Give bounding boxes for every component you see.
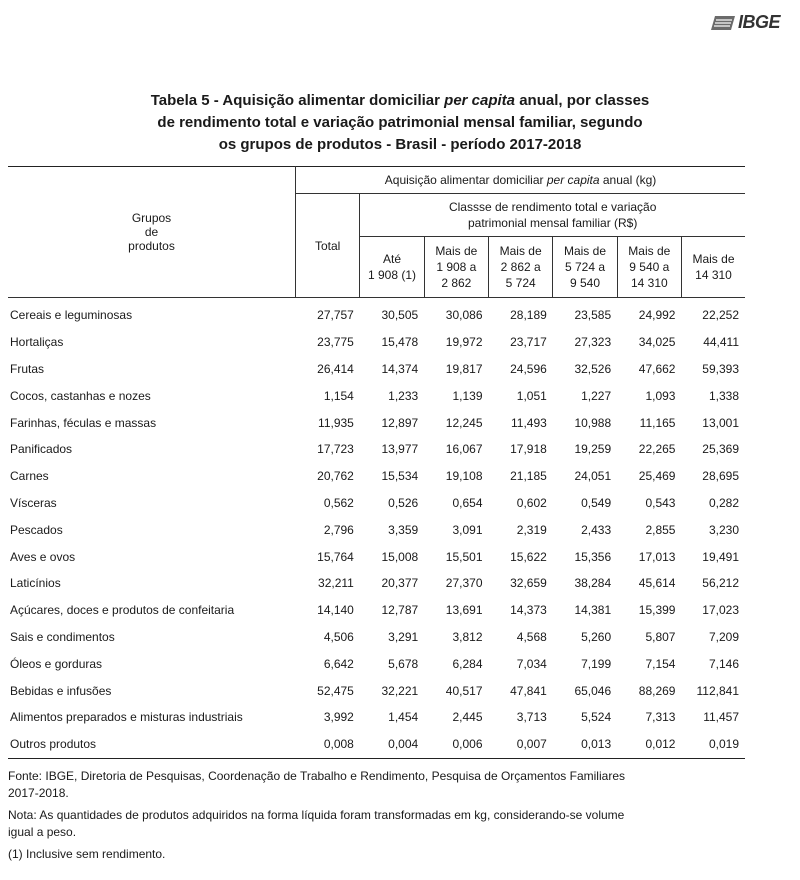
row-value: 3,091 — [452, 522, 483, 537]
row-value: 14,374 — [381, 361, 419, 376]
row-label: Aves e ovos — [10, 549, 76, 564]
row-value: 7,313 — [645, 710, 676, 725]
footnote-1: (1) Inclusive sem rendimento. — [8, 847, 166, 861]
table-row — [8, 436, 745, 463]
row-value: 0,602 — [516, 495, 547, 510]
row-label: Cocos, castanhas e nozes — [10, 388, 151, 403]
row-value: 2,855 — [645, 522, 676, 537]
row-value: 32,526 — [574, 361, 612, 376]
row-value: 19,491 — [702, 549, 739, 564]
table-row — [8, 677, 745, 704]
header-classe-de-rendimento: Classse de rendimento total e variação patrimonial mensal familiar (R$) — [360, 194, 745, 237]
table-title — [40, 90, 760, 156]
row-value: 13,977 — [381, 442, 419, 457]
row-value: 30,505 — [381, 308, 419, 323]
row-value: 19,817 — [445, 361, 483, 376]
row-value: 26,414 — [317, 361, 354, 376]
row-value: 27,323 — [574, 335, 612, 350]
row-value: 52,475 — [317, 683, 354, 698]
header-aquisicao-per-capita: Aquisição alimentar domiciliar per capita anual (kg) — [296, 167, 745, 194]
row-value: 112,841 — [696, 683, 739, 698]
table-row — [8, 543, 745, 570]
row-value: 22,265 — [638, 442, 676, 457]
table-row — [8, 731, 745, 758]
table-row — [8, 516, 745, 543]
row-value: 59,393 — [702, 361, 739, 376]
row-value: 30,086 — [445, 308, 483, 323]
row-value: 0,013 — [553, 731, 617, 758]
row-value: 44,411 — [703, 335, 739, 350]
ibge-logo-text: IBGE — [737, 12, 780, 32]
row-value: 0,008 — [296, 731, 360, 758]
row-value: 5,524 — [581, 710, 612, 725]
header-col-ate-1908: Até 1 908 (1) — [360, 237, 424, 298]
row-value: 13,001 — [702, 415, 739, 430]
row-label: Sais e condimentos — [10, 629, 115, 644]
row-value: 15,478 — [381, 335, 419, 350]
row-value: 34,025 — [638, 335, 676, 350]
header-col-2862-5724: Mais de 2 862 a 5 724 — [489, 237, 553, 298]
row-value: 3,992 — [323, 710, 354, 725]
table-row — [8, 490, 745, 517]
row-value: 0,282 — [708, 495, 739, 510]
row-value: 0,654 — [452, 495, 483, 510]
table-row — [8, 382, 745, 409]
row-value: 28,695 — [702, 469, 739, 484]
header-col-5724-9540: Mais de 5 724 a 9 540 — [553, 237, 617, 298]
row-label: Cereais e leguminosas — [10, 308, 133, 323]
row-value: 6,284 — [452, 656, 483, 671]
row-label: Hortaliças — [10, 335, 64, 350]
row-value: 17,723 — [317, 442, 354, 457]
header-total: Total — [296, 194, 360, 298]
row-value: 0,549 — [581, 495, 612, 510]
row-value: 20,762 — [317, 469, 354, 484]
table-row — [8, 463, 745, 490]
row-label: Carnes — [10, 469, 49, 484]
row-value: 40,517 — [445, 683, 483, 698]
row-value: 23,775 — [317, 335, 354, 350]
row-label: Laticínios — [10, 576, 61, 591]
row-value: 0,007 — [489, 731, 553, 758]
row-value: 25,369 — [702, 442, 739, 457]
row-value: 15,534 — [381, 469, 419, 484]
row-value: 12,897 — [381, 415, 419, 430]
row-label: Bebidas e infusões — [10, 683, 112, 698]
row-value: 3,230 — [708, 522, 739, 537]
row-value: 14,373 — [510, 603, 547, 618]
table-row — [8, 704, 745, 731]
row-value: 2,319 — [516, 522, 547, 537]
data-table — [8, 166, 745, 759]
row-value: 13,691 — [445, 603, 483, 618]
row-value: 1,233 — [388, 388, 419, 403]
row-value: 3,812 — [452, 629, 483, 644]
row-label: Pescados — [10, 522, 63, 537]
row-value: 14,381 — [574, 603, 612, 618]
row-value: 12,787 — [381, 603, 419, 618]
table-row — [8, 624, 745, 651]
title-line-1: Tabela 5 - Aquisição alimentar domiciliar per capita anual, por classes — [150, 92, 650, 109]
row-label: Farinhas, féculas e massas — [10, 415, 157, 430]
row-value: 10,988 — [574, 415, 612, 430]
row-label: Outros produtos — [8, 731, 296, 758]
row-value: 4,568 — [516, 629, 547, 644]
row-value: 4,506 — [323, 629, 354, 644]
row-value: 11,165 — [639, 415, 676, 430]
row-value: 27,757 — [317, 308, 354, 323]
row-value: 32,659 — [510, 576, 547, 591]
row-value: 19,108 — [445, 469, 483, 484]
row-value: 3,359 — [388, 522, 419, 537]
row-value: 19,972 — [445, 335, 483, 350]
row-value: 24,992 — [638, 308, 676, 323]
row-value: 1,051 — [516, 388, 547, 403]
row-value: 1,454 — [388, 710, 419, 725]
row-value: 2,796 — [323, 522, 354, 537]
row-value: 7,209 — [708, 629, 739, 644]
row-label: Açúcares, doces e produtos de confeitaria — [10, 603, 235, 618]
row-value: 38,284 — [574, 576, 612, 591]
footnotes — [8, 768, 748, 868]
row-label: Óleos e gorduras — [10, 656, 103, 671]
row-value: 0,006 — [424, 731, 488, 758]
row-value: 15,764 — [317, 549, 354, 564]
row-value: 27,370 — [445, 576, 483, 591]
table-row — [8, 356, 745, 383]
row-value: 32,221 — [381, 683, 419, 698]
row-label: Panificados — [10, 442, 73, 457]
row-value: 7,154 — [645, 656, 676, 671]
header-grupos-de-produtos: Grupos de produtos — [8, 167, 296, 298]
row-value: 0,012 — [617, 731, 681, 758]
row-value: 11,493 — [511, 415, 547, 430]
row-value: 0,019 — [681, 731, 745, 758]
row-value: 5,678 — [388, 656, 419, 671]
row-value: 23,717 — [510, 335, 547, 350]
row-value: 0,004 — [360, 731, 424, 758]
row-value: 17,013 — [638, 549, 676, 564]
row-value: 19,259 — [574, 442, 612, 457]
row-value: 17,023 — [702, 603, 739, 618]
row-value: 1,093 — [645, 388, 676, 403]
table-row — [8, 329, 745, 356]
row-value: 7,199 — [581, 656, 612, 671]
table-row — [8, 597, 745, 624]
row-value: 20,377 — [381, 576, 419, 591]
footnote-fonte: Fonte: IBGE, Diretoria de Pesquisas, Coordenação de Trabalho e Rendimento, Pesquisa de Orçamentos Familiares 2017-2018. — [8, 769, 625, 800]
row-value: 3,291 — [388, 629, 419, 644]
row-value: 1,154 — [323, 388, 354, 403]
row-value: 47,662 — [638, 361, 676, 376]
row-value: 24,051 — [574, 469, 612, 484]
row-label: Vísceras — [10, 495, 57, 510]
header-col-mais-14310: Mais de 14 310 — [681, 237, 745, 298]
row-label: Frutas — [10, 361, 45, 376]
row-value: 12,245 — [445, 415, 483, 430]
row-value: 2,445 — [452, 710, 483, 725]
ibge-logo — [711, 12, 780, 33]
row-value: 15,501 — [445, 549, 483, 564]
row-value: 47,841 — [510, 683, 547, 698]
row-value: 22,252 — [702, 308, 739, 323]
row-value: 7,146 — [708, 656, 739, 671]
row-value: 11,457 — [703, 710, 739, 725]
title-line-3: os grupos de produtos - Brasil - período 2017-2018 — [218, 136, 582, 153]
row-value: 32,211 — [318, 576, 354, 591]
table-row — [8, 650, 745, 677]
row-value: 5,260 — [581, 629, 612, 644]
table-body — [8, 298, 745, 759]
row-value: 6,642 — [323, 656, 354, 671]
header-col-9540-14310: Mais de 9 540 a 14 310 — [617, 237, 681, 298]
row-value: 21,185 — [510, 469, 547, 484]
footnote-nota: Nota: As quantidades de produtos adquiridos na forma líquida foram transformadas em kg, considerando-se volume igual a peso. — [8, 808, 625, 839]
header-col-1908-2862: Mais de 1 908 a 2 862 — [424, 237, 488, 298]
table-row — [8, 570, 745, 597]
row-value: 1,227 — [581, 388, 612, 403]
row-value: 56,212 — [702, 576, 739, 591]
row-value: 3,713 — [516, 710, 547, 725]
row-value: 0,562 — [323, 495, 354, 510]
row-value: 0,543 — [645, 495, 676, 510]
ibge-logo-mark-icon — [711, 16, 735, 30]
row-value: 23,585 — [574, 308, 612, 323]
row-value: 15,399 — [638, 603, 676, 618]
row-value: 11,935 — [318, 415, 354, 430]
row-value: 15,008 — [381, 549, 419, 564]
table-row — [8, 409, 745, 436]
row-value: 0,526 — [388, 495, 419, 510]
row-value: 28,189 — [510, 308, 547, 323]
row-value: 65,046 — [574, 683, 612, 698]
row-value: 14,140 — [317, 603, 354, 618]
title-line-2: de rendimento total e variação patrimonial mensal familiar, segundo — [157, 114, 643, 131]
row-value: 15,356 — [574, 549, 612, 564]
row-value: 5,807 — [645, 629, 676, 644]
row-value: 24,596 — [510, 361, 547, 376]
row-value: 88,269 — [638, 683, 676, 698]
row-value: 15,622 — [510, 549, 547, 564]
row-value: 1,139 — [452, 388, 483, 403]
row-value: 16,067 — [445, 442, 483, 457]
row-value: 25,469 — [638, 469, 676, 484]
row-value: 7,034 — [516, 656, 547, 671]
row-value: 45,614 — [638, 576, 676, 591]
row-value: 2,433 — [581, 522, 612, 537]
row-value: 1,338 — [708, 388, 739, 403]
row-label: Alimentos preparados e misturas industriais — [10, 710, 243, 725]
row-value: 17,918 — [510, 442, 547, 457]
table-row — [8, 298, 745, 329]
